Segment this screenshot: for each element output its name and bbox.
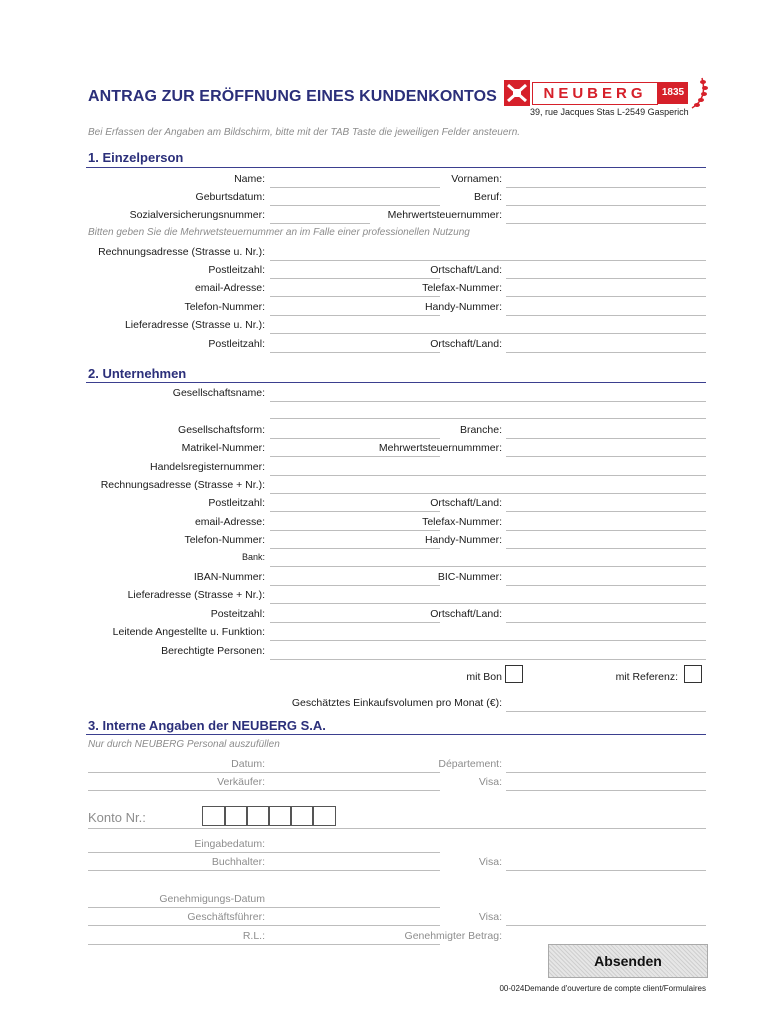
label-posteitzahl: Posteitzahl:	[210, 608, 265, 620]
eingabedatum-field[interactable]	[88, 852, 440, 853]
label-beruf: Beruf:	[473, 191, 502, 203]
label-lieferadresse: Lieferadresse (Strasse u. Nr.):	[124, 319, 265, 331]
label-rl: R.L.:	[242, 930, 265, 942]
matrikel-nummer-field[interactable]	[270, 456, 440, 457]
label-verkaeufer: Verkäufer:	[217, 776, 265, 788]
label-name: Name:	[234, 173, 265, 185]
label-gesellschaftsname: Gesellschaftsname:	[172, 387, 265, 399]
neuberg-logo	[504, 80, 714, 120]
section-3-rule	[86, 734, 706, 735]
label-visa-1: Visa:	[478, 776, 502, 788]
laurel-icon	[688, 76, 712, 115]
label-visa-2: Visa:	[478, 856, 502, 868]
label-telefax: Telefax-Nummer:	[422, 282, 502, 294]
postleitzahl-2-field[interactable]	[270, 352, 440, 353]
label-telefon-2: Telefon-Nummer:	[184, 534, 265, 546]
label-ortschaft-3: Ortschaft/Land:	[430, 497, 502, 509]
ortschaft-4-field[interactable]	[506, 622, 706, 623]
label-ortschaft: Ortschaft/Land:	[430, 264, 502, 276]
label-genehmigter-betrag: Genehmigter Betrag:	[404, 930, 502, 942]
konto-box-5[interactable]	[290, 806, 314, 826]
footer-reference: 00-024Demande d'ouverture de compte client/Formulaires	[499, 984, 706, 993]
label-postleitzahl: Postleitzahl:	[208, 264, 265, 276]
konto-box-6[interactable]	[312, 806, 336, 826]
label-rechnungsadresse: Rechnungsadresse (Strasse u. Nr.):	[98, 246, 265, 258]
beruf-field[interactable]	[506, 205, 706, 206]
branche-field[interactable]	[506, 438, 706, 439]
label-handelsregisternummer: Handelsregisternummer:	[150, 461, 265, 473]
lieferadresse-2-field[interactable]	[270, 603, 706, 604]
label-datum: Datum:	[231, 758, 265, 770]
page-title: ANTRAG ZUR ERÖFFNUNG EINES KUNDENKONTOS	[88, 88, 497, 105]
email-field[interactable]	[270, 296, 440, 297]
handelsregisternummer-field[interactable]	[270, 475, 706, 476]
label-email: email-Adresse:	[194, 282, 265, 294]
datum-field[interactable]	[88, 772, 440, 773]
label-postleitzahl-3: Postleitzahl:	[208, 497, 265, 509]
label-buchhalter: Buchhalter:	[211, 856, 265, 868]
label-mehrwertsteuernummer: Mehrwertsteuernummer:	[387, 209, 502, 221]
label-mit-bon: mit Bon	[466, 671, 502, 683]
label-leitende-angestellte: Leitende Angestellte u. Funktion:	[112, 626, 265, 638]
vornamen-field[interactable]	[506, 187, 706, 188]
sozialversicherungsnummer-field[interactable]	[270, 223, 370, 224]
label-email-2: email-Adresse:	[194, 516, 265, 528]
handy-field[interactable]	[506, 315, 706, 316]
logo-address: 39, rue Jacques Stas L-2549 Gasperich	[530, 107, 689, 117]
verkaeufer-field[interactable]	[88, 790, 440, 791]
label-bank: Bank:	[241, 552, 265, 562]
label-berechtigte-personen: Berechtigte Personen:	[161, 645, 265, 657]
mit-referenz-checkbox[interactable]	[684, 665, 702, 683]
leitende-angestellte-field[interactable]	[270, 640, 706, 641]
label-bic: BIC-Nummer:	[437, 571, 502, 583]
gesellschaftsname-field-2[interactable]	[270, 418, 706, 419]
label-geburtsdatum: Geburtsdatum:	[195, 191, 265, 203]
geburtsdatum-field[interactable]	[270, 205, 440, 206]
email-2-field[interactable]	[270, 530, 440, 531]
buchhalter-field[interactable]	[88, 870, 440, 871]
label-ortschaft-2: Ortschaft/Land:	[430, 338, 502, 350]
label-iban: IBAN-Nummer:	[193, 571, 265, 583]
visa-1-field[interactable]	[506, 790, 706, 791]
geschaeftsfuehrer-field[interactable]	[88, 925, 440, 926]
label-genehmigungs-datum: Genehmigungs-Datum	[159, 893, 265, 905]
iban-field[interactable]	[270, 585, 440, 586]
section-2-title: 2. Unternehmen	[88, 366, 187, 381]
bic-field[interactable]	[506, 585, 706, 586]
label-telefax-2: Telefax-Nummer:	[422, 516, 502, 528]
konto-underline	[88, 828, 706, 829]
label-einkaufsvolumen: Geschätztes Einkaufsvolumen pro Monat (€):	[291, 697, 502, 709]
label-handy-2: Handy-Nummer:	[424, 534, 502, 546]
internal-note: Nur durch NEUBERG Personal auszufüllen	[88, 739, 280, 750]
label-visa-3: Visa:	[478, 911, 502, 923]
mehrwertsteuernummer-field[interactable]	[506, 223, 706, 224]
ortschaft-2-field[interactable]	[506, 352, 706, 353]
label-mit-referenz: mit Referenz:	[615, 671, 678, 683]
label-lieferadresse-2: Lieferadresse (Strasse + Nr.):	[127, 589, 265, 601]
telefon-2-field[interactable]	[270, 548, 440, 549]
rl-field[interactable]	[88, 944, 440, 945]
visa-2-field[interactable]	[506, 870, 706, 871]
label-telefon: Telefon-Nummer:	[184, 301, 265, 313]
logo-wordmark: NEUBERG	[532, 82, 658, 105]
rechnungsadresse-field[interactable]	[270, 260, 706, 261]
name-field[interactable]	[270, 187, 440, 188]
instruction-text: Bei Erfassen der Angaben am Bildschirm, bitte mit der TAB Taste die jeweiligen Felder ansteuern.	[88, 127, 521, 138]
lieferadresse-field[interactable]	[270, 333, 706, 334]
berechtigte-personen-field[interactable]	[270, 659, 706, 660]
gesellschaftsname-field[interactable]	[270, 401, 706, 402]
absenden-button[interactable]: Absenden	[548, 944, 708, 978]
telefax-field[interactable]	[506, 296, 706, 297]
label-handy: Handy-Nummer:	[424, 301, 502, 313]
logo-emblem-icon	[504, 80, 530, 106]
einkaufsvolumen-field[interactable]	[506, 711, 706, 712]
handy-2-field[interactable]	[506, 548, 706, 549]
section-3-title: 3. Interne Angaben der NEUBERG S.A.	[88, 718, 326, 733]
ortschaft-3-field[interactable]	[506, 511, 706, 512]
telefax-2-field[interactable]	[506, 530, 706, 531]
label-eingabedatum: Eingabedatum:	[194, 838, 265, 850]
posteitzahl-field[interactable]	[270, 622, 440, 623]
label-matrikel-nummer: Matrikel-Nummer:	[181, 442, 265, 454]
konto-box-4[interactable]	[268, 806, 292, 826]
section-2-rule	[86, 382, 706, 383]
postleitzahl-field[interactable]	[270, 278, 440, 279]
label-rechnungsadresse-2: Rechnungsadresse (Strasse + Nr.):	[100, 479, 265, 491]
visa-3-field[interactable]	[506, 925, 706, 926]
postleitzahl-3-field[interactable]	[270, 511, 440, 512]
ortschaft-field[interactable]	[506, 278, 706, 279]
mehrwertsteuernummmer-field[interactable]	[506, 456, 706, 457]
konto-box-3[interactable]	[246, 806, 270, 826]
rechnungsadresse-2-field[interactable]	[270, 493, 706, 494]
section-1-title: 1. Einzelperson	[88, 150, 184, 165]
gesellschaftsform-field[interactable]	[270, 438, 440, 439]
genehmigungs-datum-field[interactable]	[88, 907, 440, 908]
label-vornamen: Vornamen:	[451, 173, 502, 185]
label-geschaeftsfuehrer: Geschäftsführer:	[187, 911, 265, 923]
section-1-rule	[86, 167, 706, 168]
label-ortschaft-4: Ortschaft/Land:	[430, 608, 502, 620]
label-mehrwertsteuernummmer: Mehrwertsteuernummmer:	[378, 442, 502, 454]
logo-year: 1835	[658, 82, 688, 104]
konto-box-2[interactable]	[224, 806, 248, 826]
mwst-note: Bitten geben Sie die Mehrwetsteuernummer an im Falle einer professionellen Nutzung	[88, 227, 470, 238]
label-konto-nr: Konto Nr.:	[88, 810, 146, 825]
label-departement: Département:	[438, 758, 502, 770]
label-gesellschaftsform: Gesellschaftsform:	[178, 424, 265, 436]
label-sozialversicherungsnummer: Sozialversicherungsnummer:	[129, 209, 265, 221]
telefon-field[interactable]	[270, 315, 440, 316]
bank-field[interactable]	[270, 566, 706, 567]
label-postleitzahl-2: Postleitzahl:	[208, 338, 265, 350]
label-branche: Branche:	[459, 424, 502, 436]
konto-box-1[interactable]	[202, 806, 226, 826]
departement-field[interactable]	[506, 772, 706, 773]
